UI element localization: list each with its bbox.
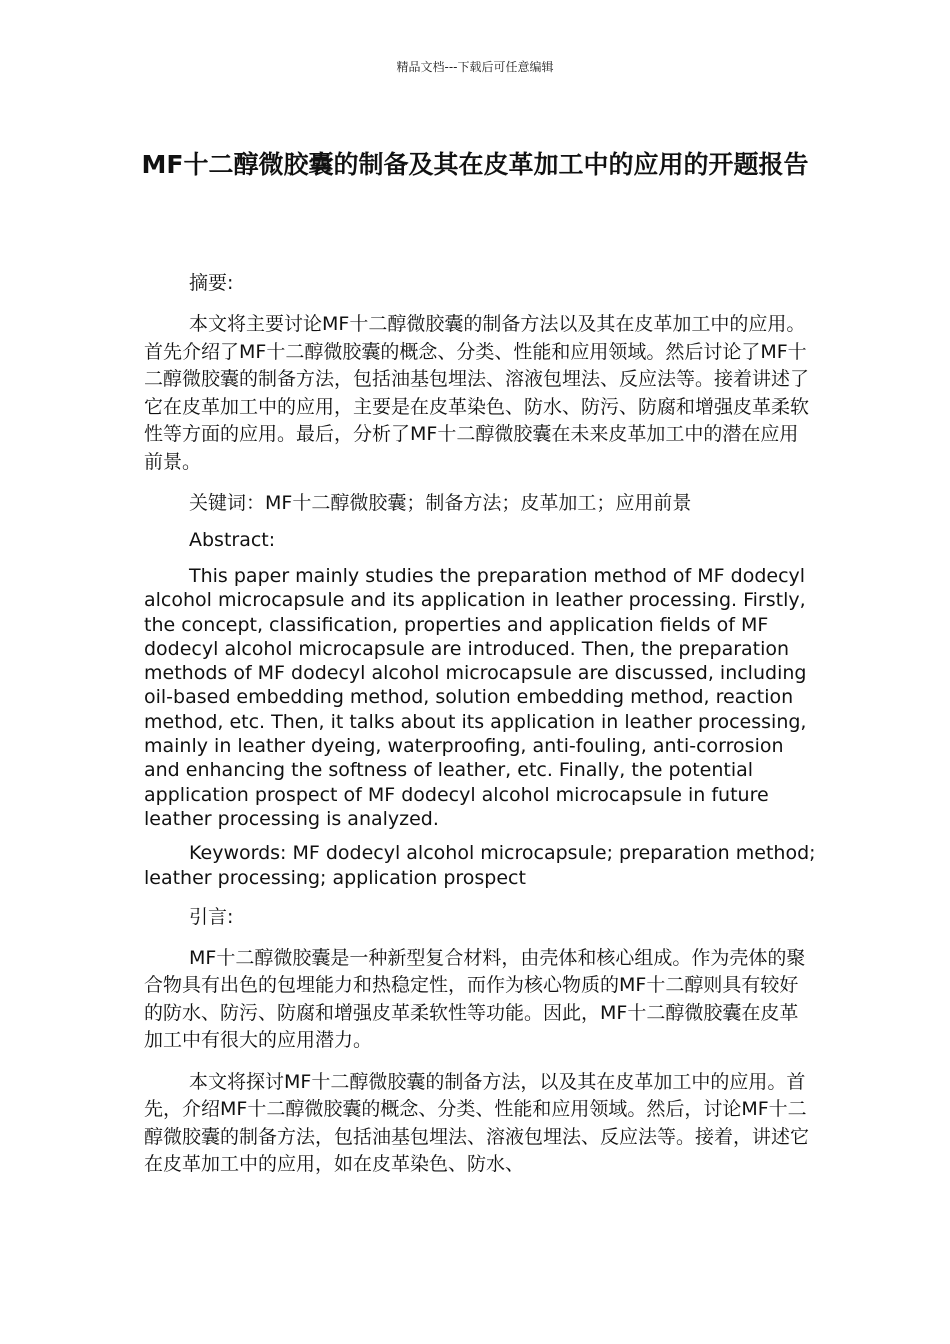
intro-label: 引言: [189,905,234,928]
page-header-note: 精品文档---下载后可任意编辑 [396,60,554,74]
intro-paragraph-1: MF十二醇微胶囊是一种新型复合材料，由壳体和核心组成。作为壳体的聚合物具有出色的包埋能力和热稳定性，而作为核心物质的MF十二醇则具有较好的防水、防污、防腐和增强皮革柔软性等功能。因此，MF十二醇微胶囊在皮革加工中有很大的应用潜力。 [144,946,806,1052]
abstract-en-label: Abstract: [189,529,276,551]
keywords-en: Keywords: MF dodecyl alcohol microcapsule; preparation method; leather processing; application prospect [144,842,816,889]
abstract-cn-paragraph: 本文将主要讨论MF十二醇微胶囊的制备方法以及其在皮革加工中的应用。首先介绍了MF十二醇微胶囊的概念、分类、性能和应用领域。然后讨论了MF十二醇微胶囊的制备方法，包括油基包埋法、溶液包埋法、反应法等。接着讲述了它在皮革加工中的应用，主要是在皮革染色、防水、防污、防腐和增强皮革柔软性等方面的应用。最后，分析了MF十二醇微胶囊在未来皮革加工中的潜在应用前景。 [144,313,810,473]
document-body [144,270,816,1179]
document-title: MF十二醇微胶囊的制备及其在皮革加工中的应用的开题报告 [141,150,809,179]
abstract-en-paragraph: This paper mainly studies the preparation method of MF dodecyl alcohol microcapsule and its application in leather processing. Firstly, the concept, classification, properties and application fields of MF dodecyl alcohol microcapsule are introduced. Then, the preparation methods of MF dodecyl alcohol microcapsule are discussed, including oil-based embedding method, solution embedding method, reaction method, etc. Then, it talks about its application in leather processing, mainly in leather dyeing, waterproofing, anti-fouling, anti-corrosion and enhancing the softness of leather, etc. Finally, the potential application prospect of MF dodecyl alcohol microcapsule in future leather processing is analyzed. [144,565,807,830]
abstract-cn-label: 摘要: [189,272,234,294]
keywords-cn: 关键词：MF十二醇微胶囊；制备方法；皮革加工；应用前景 [189,492,692,514]
intro-paragraph-2: 本文将探讨MF十二醇微胶囊的制备方法，以及其在皮革加工中的应用。首先，介绍MF十二醇微胶囊的概念、分类、性能和应用领域。然后，讨论MF十二醇微胶囊的制备方法，包括油基包埋法、溶液包埋法、反应法等。接着，讲述它在皮革加工中的应用，如在皮革染色、防水、 [144,1070,810,1176]
